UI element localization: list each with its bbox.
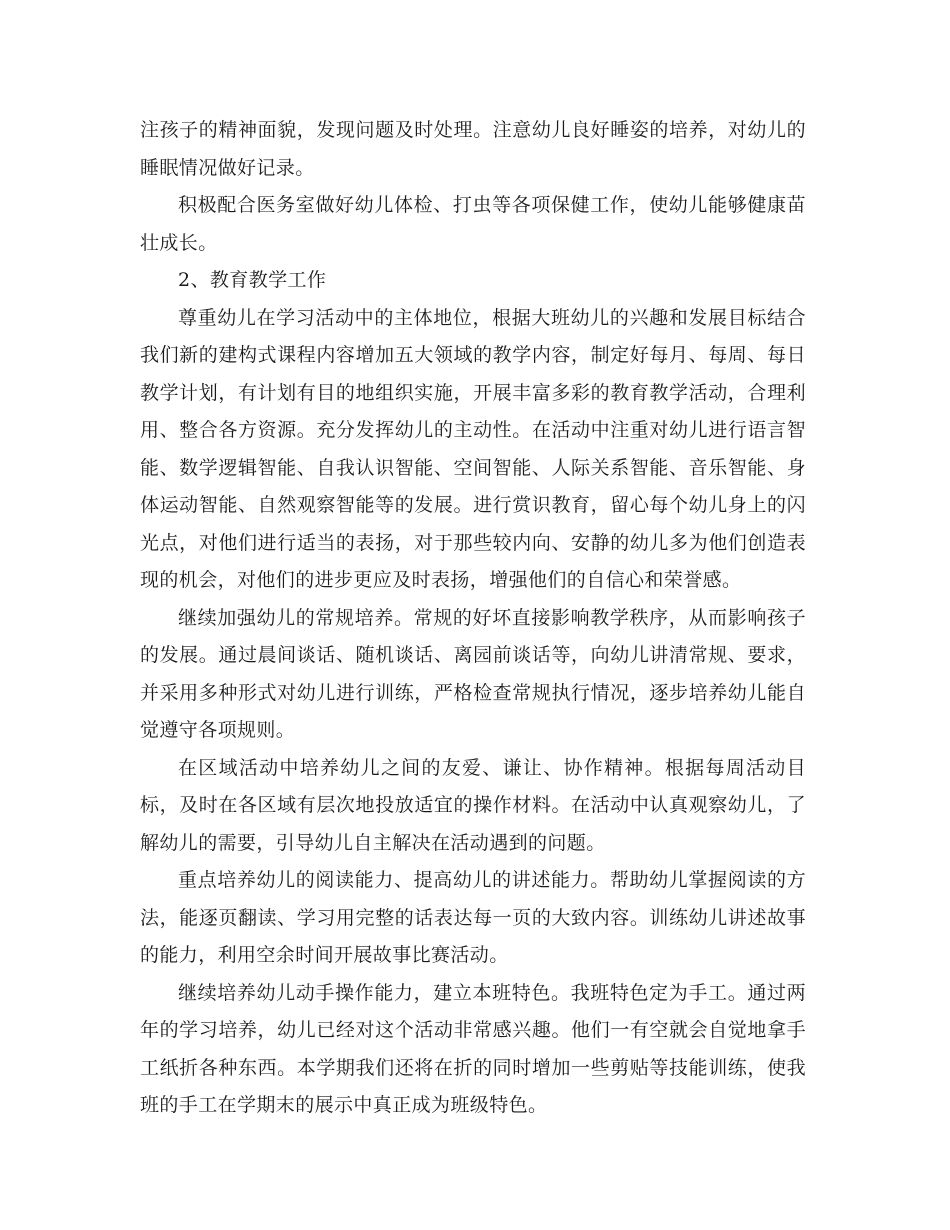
paragraph-routine-training: 继续加强幼儿的常规培养。常规的好坏直接影响教学秩序，从而影响孩子的发展。通过晨间谈话、随机谈话、离园前谈话等，向幼儿讲清常规、要求，并采用多种形式对幼儿进行训练，严格检查常规执行情况，逐步培养幼儿能自觉遵守各项规则。 xyxy=(140,606,806,741)
paragraph-reading-ability: 重点培养幼儿的阅读能力、提高幼儿的讲述能力。帮助幼儿掌握阅读的方法，能逐页翻读、学习用完整的话表达每一页的大致内容。训练幼儿讲述故事的能力，利用空余时间开展故事比赛活动。 xyxy=(140,869,806,966)
document-body xyxy=(140,112,806,1125)
paragraph-continued-nap-care: 注孩子的精神面貌，发现问题及时处理。注意幼儿良好睡姿的培养，对幼儿的睡眠情况做好记录。 xyxy=(140,119,806,179)
paragraph-health-care: 积极配合医务室做好幼儿体检、打虫等各项保健工作，使幼儿能够健康苗壮成长。 xyxy=(140,194,806,254)
section-heading-education: 2、教育教学工作 xyxy=(178,269,327,291)
paragraph-teaching-plan: 尊重幼儿在学习活动中的主体地位，根据大班幼儿的兴趣和发展目标结合我们新的建构式课程内容增加五大领域的教学内容，制定好每月、每周、每日教学计划，有计划有目的地组织实施，开展丰富多彩的教育教学活动，合理利用、整合各方资源。充分发挥幼儿的主动性。在活动中注重对幼儿进行语言智能、数学逻辑智能、自我认识智能、空间智能、人际关系智能、音乐智能、身体运动智能、自然观察智能等的发展。进行赏识教育，留心每个幼儿身上的闪光点，对他们进行适当的表扬，对于那些较内向、安静的幼儿多为他们创造表现的机会，对他们的进步更应及时表扬，增强他们的自信心和荣誉感。 xyxy=(140,306,806,591)
paragraph-handcraft-feature: 继续培养幼儿动手操作能力，建立本班特色。我班特色定为手工。通过两年的学习培养，幼儿已经对这个活动非常感兴趣。他们一有空就会自觉地拿手工纸折各种东西。本学期我们还将在折的同时增加一些剪贴等技能训练，使我班的手工在学期末的展示中真正成为班级特色。 xyxy=(140,981,806,1116)
paragraph-area-activities: 在区域活动中培养幼儿之间的友爱、谦让、协作精神。根据每周活动目标，及时在各区域有层次地投放适宜的操作材料。在活动中认真观察幼儿，了解幼儿的需要，引导幼儿自主解决在活动遇到的问题。 xyxy=(140,756,806,854)
